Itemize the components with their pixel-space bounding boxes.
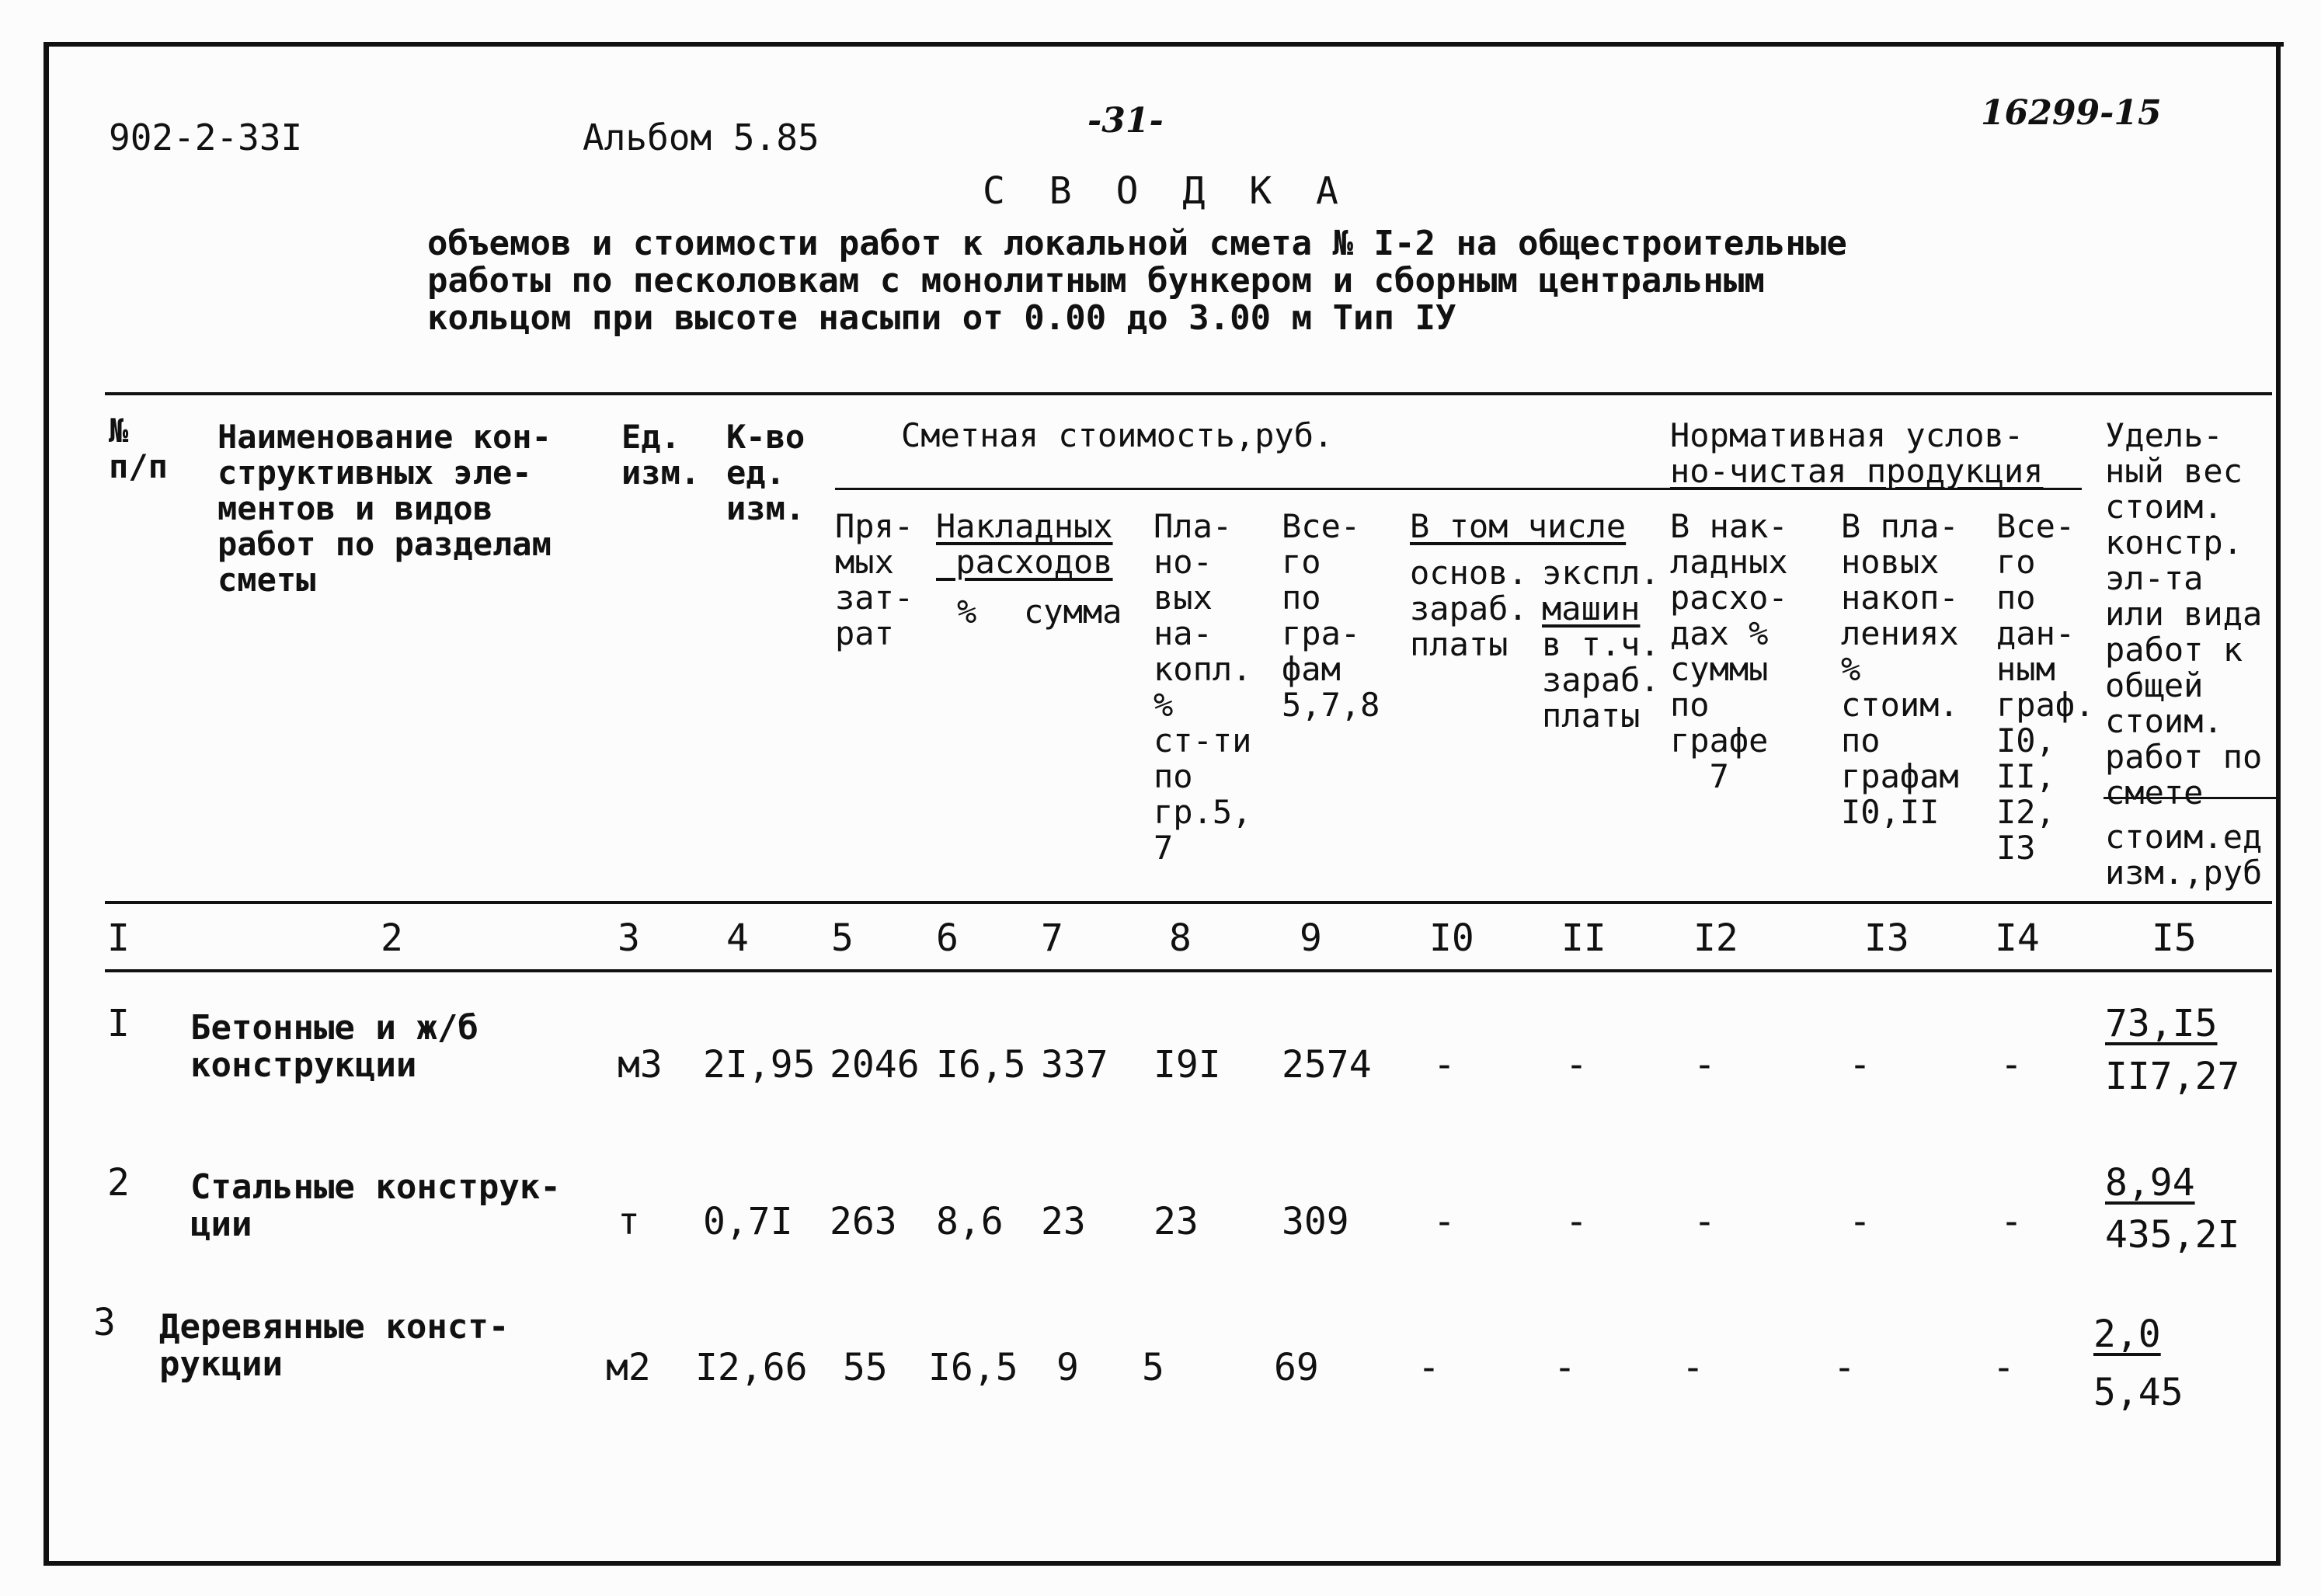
document-title: С В О Д К А [983, 169, 1349, 213]
col-header-total: Все- го по гра- фам 5,7,8 [1282, 507, 1380, 724]
row-overhead-pct: 8,6 [936, 1200, 1004, 1243]
row-c10: - [1418, 1346, 1440, 1389]
page-number: -31- [1087, 101, 1164, 141]
col-group-estimated-cost: Сметная стоимость,руб. [901, 416, 1334, 454]
row-unit-cost: 5,45 [2093, 1371, 2184, 1414]
row-unit-cost: 435,2I [2105, 1213, 2240, 1257]
row-c11: - [1565, 1043, 1588, 1087]
col-header-machines-mid: машин [1542, 589, 1641, 628]
row-direct-costs: 2046 [830, 1043, 920, 1087]
column-number: I2 [1693, 916, 1738, 960]
col-group-normative-1: Нормативная услов- [1670, 416, 2024, 454]
row-qty: 2I,95 [703, 1043, 816, 1087]
row-c11: - [1554, 1346, 1576, 1389]
column-number: 8 [1169, 916, 1192, 960]
row-planned-savings: 23 [1154, 1200, 1199, 1243]
row-c14: - [2000, 1043, 2023, 1087]
row-c13: - [1833, 1346, 1856, 1389]
row-planned-savings: I9I [1154, 1043, 1221, 1087]
cost-group-rule [835, 488, 1717, 490]
column-number: 9 [1300, 916, 1322, 960]
page-frame-left [43, 42, 49, 1566]
row-c12: - [1693, 1200, 1716, 1243]
col-header-name: Наименование кон- структивных эле- ментов и видов работ по разделам сметы [217, 418, 552, 599]
col-group-including: В том числе [1410, 507, 1627, 545]
table-top-rule [105, 392, 2272, 395]
column-number: I3 [1864, 916, 1909, 960]
col-header-unit-cost: стоим.ед изм.,руб [2105, 818, 2263, 892]
column-number: I0 [1429, 916, 1474, 960]
album-label: Альбом 5.85 [583, 116, 819, 158]
row-overhead-sum: 337 [1041, 1043, 1108, 1087]
row-c14: - [1992, 1346, 2015, 1389]
page-frame-bottom [43, 1561, 2281, 1566]
column-number: I5 [2152, 916, 2197, 960]
col-header-qty: К-во ед. изм. [726, 418, 806, 527]
row-unit: м2 [606, 1346, 651, 1389]
row-planned-savings: 5 [1142, 1346, 1164, 1389]
row-c13: - [1849, 1043, 1871, 1087]
row-c11: - [1565, 1200, 1588, 1243]
header-bottom-rule [105, 901, 2272, 904]
row-overhead-sum: 23 [1041, 1200, 1086, 1243]
document-code: 902-2-33I [109, 116, 303, 158]
row-unit-cost: II7,27 [2105, 1055, 2240, 1098]
col-header-no: № п/п [109, 412, 168, 485]
column-numbers-rule [105, 969, 2272, 972]
col-header-direct: Пря- мых зат- рат [835, 507, 914, 652]
subtitle-line-3: кольцом при высоте насыпи от 0.00 до 3.00 м Тип IУ [427, 298, 1456, 338]
column-number: 4 [726, 916, 749, 960]
row-name: Стальные конструк- ции [190, 1167, 561, 1244]
col-header-oh-pct: % [957, 593, 977, 631]
row-unit: т [618, 1200, 640, 1243]
archive-number: 16299-15 [1981, 93, 2162, 133]
row-specific-weight: 73,I5 [2105, 1002, 2218, 1045]
row-specific-weight: 8,94 [2105, 1161, 2195, 1205]
row-c14: - [2000, 1200, 2023, 1243]
row-c10: - [1433, 1043, 1456, 1087]
row-total: 2574 [1282, 1043, 1372, 1087]
row-number: I [107, 1002, 130, 1045]
column-number: 2 [381, 916, 403, 960]
row-c12: - [1693, 1043, 1716, 1087]
row-c13: - [1849, 1200, 1871, 1243]
column-number: 6 [936, 916, 959, 960]
column-number: I4 [1995, 916, 2040, 960]
col-header-unit: Ед. изм. [621, 418, 701, 492]
row-specific-weight: 2,0 [2093, 1313, 2161, 1356]
row-total: 309 [1282, 1200, 1349, 1243]
column-number: 7 [1041, 916, 1063, 960]
col-header-overhead-share: В нак- ладных расхо- дах % суммы по графе 7 [1670, 507, 1788, 795]
col-header-total-normative: Все- го по дан- ным граф. I0, II, I2, I3 [1996, 507, 2095, 867]
row-c10: - [1433, 1200, 1456, 1243]
col-header-base-wages: основ. зараб. платы [1410, 554, 1528, 663]
col-group-overhead: Накладных расходов [936, 507, 1113, 581]
column-number: 3 [618, 916, 640, 960]
page-frame-top [47, 42, 2284, 47]
col-header-specific-weight: Удель- ный вес стоим. констр. эл-та или вида работ к общей стоим. работ по смете [2105, 416, 2263, 812]
page-frame-right [2276, 42, 2281, 1566]
column-number: II [1561, 916, 1606, 960]
row-number: 3 [93, 1301, 116, 1344]
row-overhead-pct: I6,5 [936, 1043, 1026, 1087]
column-number: 5 [831, 916, 854, 960]
row-direct-costs: 263 [830, 1200, 897, 1243]
col-header-machines-wages: в т.ч. зараб. платы [1542, 625, 1660, 735]
column-number: I [107, 916, 130, 960]
col-header-oh-sum: сумма [1024, 593, 1122, 631]
col-header-planned-share: В пла- новых накоп- лениях % стоим. по графам I0,II [1841, 507, 1959, 831]
row-number: 2 [107, 1161, 130, 1205]
subtitle-line-1: объемов и стоимости работ к локальной смета № I-2 на общестроительные [427, 224, 1847, 263]
subtitle-line-2: работы по песколовкам с монолитным бункером и сборным центральным [427, 261, 1765, 301]
col-group-normative-2: но-чистая продукция [1670, 452, 2044, 490]
col-header-machines-top: экспл. [1542, 554, 1660, 592]
row-total: 69 [1274, 1346, 1319, 1389]
row-overhead-pct: I6,5 [928, 1346, 1018, 1389]
row-direct-costs: 55 [843, 1346, 888, 1389]
row-name: Бетонные и ж/б конструкции [190, 1008, 478, 1085]
col-header-planned: Пла- но- вых на- копл. % ст-ти по гр.5, 7 [1154, 507, 1252, 867]
row-unit: м3 [618, 1043, 663, 1087]
row-name: Деревянные конст- рукции [159, 1307, 510, 1384]
row-qty: I2,66 [695, 1346, 808, 1389]
row-qty: 0,7I [703, 1200, 793, 1243]
row-overhead-sum: 9 [1056, 1346, 1079, 1389]
row-c12: - [1682, 1346, 1704, 1389]
